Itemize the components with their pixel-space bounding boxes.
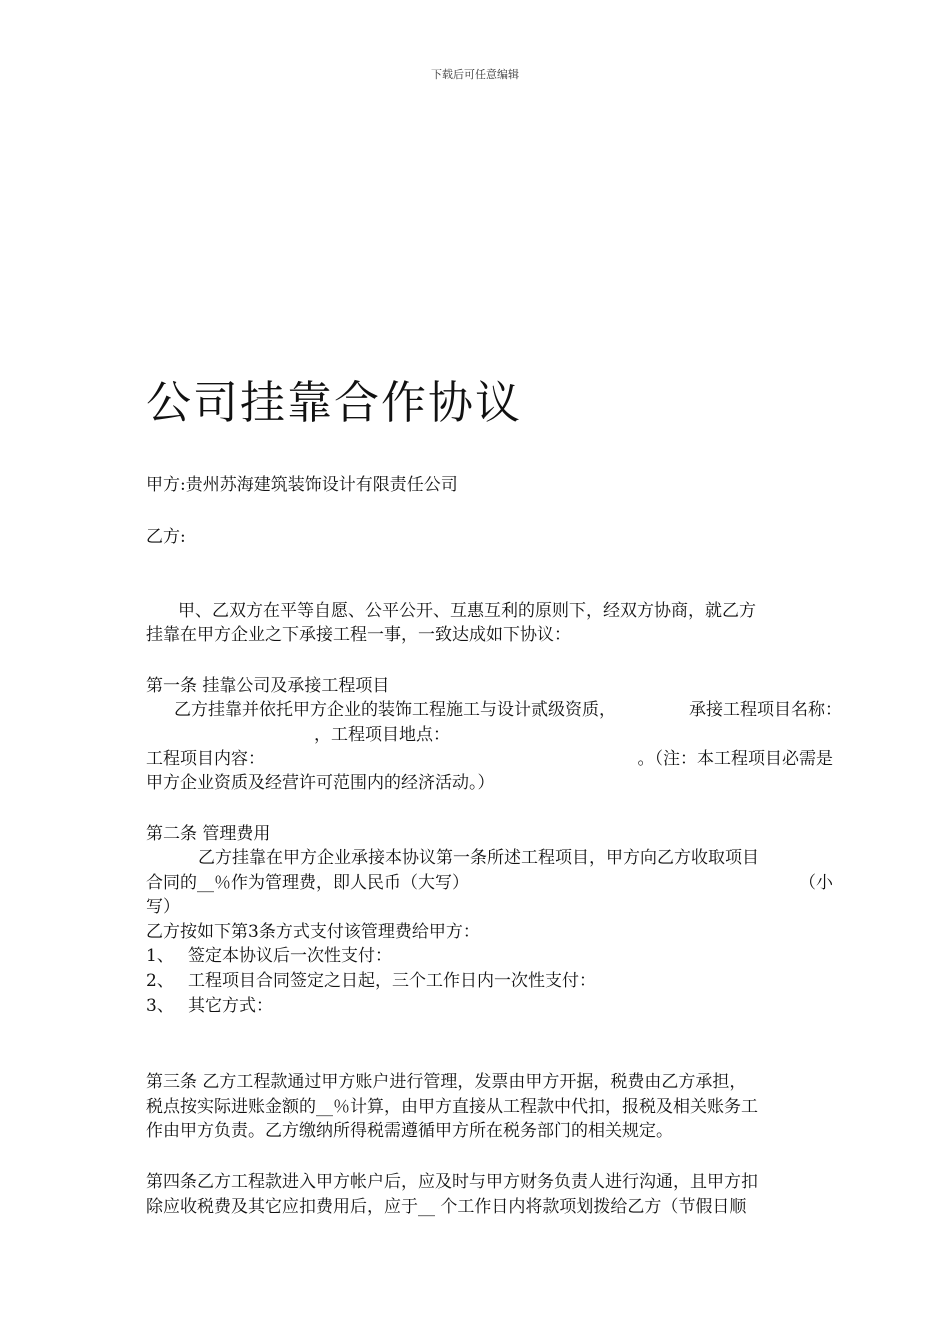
article2-line-4: 乙方按如下第3条方式支付该管理费给甲方： <box>146 922 480 942</box>
article2-heading: 第二条 管理费用 <box>146 824 271 844</box>
article3-line-3: 作由甲方负责。乙方缴纳所得税需遵循甲方所在税务部门的相关规定。 <box>146 1121 673 1141</box>
page-header-note: 下载后可任意编辑 <box>431 68 519 81</box>
article1-line-1 <box>174 698 842 722</box>
list-item-text: 工程项目合同签定之日起，三个工作日内一次性支付： <box>188 971 596 991</box>
article1-line-1-right: 承接工程项目名称： <box>689 700 842 720</box>
article4-line-1: 第四条乙方工程款进入甲方帐户后，应及时与甲方财务负责人进行沟通，且甲方扣 <box>146 1172 758 1192</box>
article1-line-3-right: 。（注：本工程项目必需是 <box>637 749 833 769</box>
party-b-line: 乙方: <box>146 527 186 547</box>
list-item <box>146 944 392 968</box>
article3-line-1: 第三条 乙方工程款通过甲方账户进行管理，发票由甲方开据，税费由乙方承担， <box>146 1072 747 1092</box>
list-item-number: 2、 <box>146 971 174 991</box>
article1-line-1-left: 乙方挂靠并依托甲方企业的装饰工程施工与设计贰级资质， <box>174 700 616 720</box>
list-item <box>146 994 273 1018</box>
list-item-text: 签定本协议后一次性支付： <box>188 946 392 966</box>
article2-line-2-right: （小 <box>799 873 833 893</box>
article1-line-4: 甲方企业资质及经营许可范围内的经济活动。） <box>146 773 495 793</box>
article1-line-2: ，工程项目地点： <box>314 725 450 745</box>
intro-line-2: 挂靠在甲方企业之下承接工程一事，一致达成如下协议： <box>146 625 571 645</box>
article1-heading: 第一条 挂靠公司及承接工程项目 <box>146 676 390 696</box>
list-item-number: 3、 <box>146 996 174 1016</box>
party-a-line: 甲方:贵州苏海建筑装饰设计有限责任公司 <box>146 475 458 495</box>
article2-line-1: 乙方挂靠在甲方企业承接本协议第一条所述工程项目，甲方向乙方收取项目 <box>198 848 759 868</box>
article2-line-2 <box>146 871 833 895</box>
list-item-text: 其它方式： <box>188 996 273 1016</box>
article1-line-3-left: 工程项目内容： <box>146 749 265 769</box>
article1-line-3 <box>146 747 833 771</box>
article3-line-2: 税点按实际进账金额的__％计算，由甲方直接从工程款中代扣，报税及相关账务工 <box>146 1097 758 1117</box>
intro-line-1: 甲、乙双方在平等自愿、公平公开、互惠互利的原则下，经双方协商，就乙方 <box>178 601 756 621</box>
article2-line-2-left: 合同的__％作为管理费，即人民币（大写） <box>146 873 469 893</box>
article2-line-3: 写） <box>146 897 180 917</box>
list-item-number: 1、 <box>146 946 174 966</box>
document-title: 公司挂靠合作协议 <box>146 376 523 429</box>
article4-line-2: 除应收税费及其它应扣费用后，应于__ 个工作日内将款项划拨给乙方（节假日顺 <box>146 1197 747 1217</box>
list-item <box>146 969 596 993</box>
